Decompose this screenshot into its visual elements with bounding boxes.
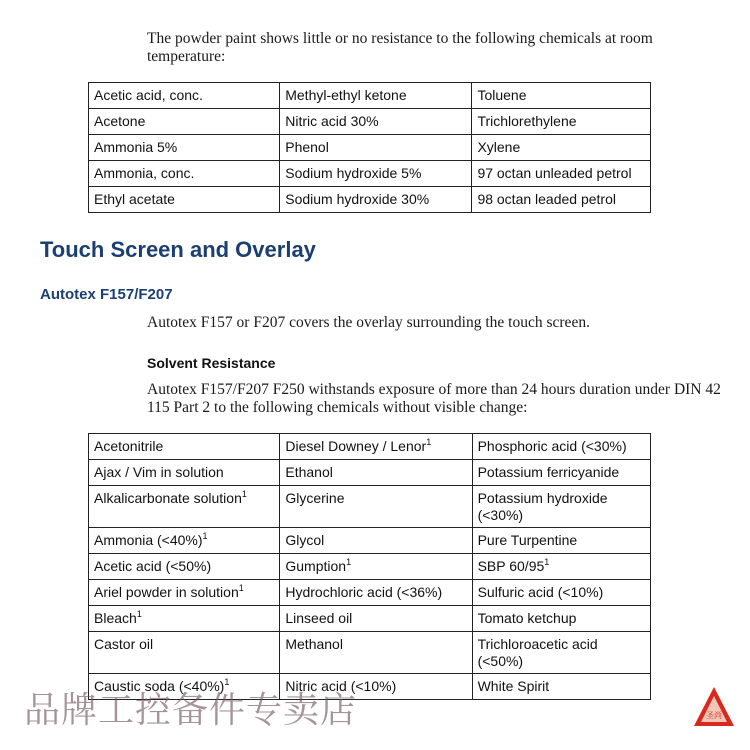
cell-text: Potassium ferricyanide: [477, 464, 620, 480]
cell-text: Sulfuric acid (<10%): [477, 584, 604, 600]
table-cell: [280, 434, 472, 460]
cell-text: Diesel Downey / Lenor: [285, 438, 427, 454]
section-heading: Touch Screen and Overlay: [40, 237, 316, 262]
table-cell: [472, 674, 650, 700]
cell-text: Methanol: [285, 636, 343, 652]
store-watermark: 品牌工控备件专卖店: [24, 690, 358, 731]
solvent-resistance-table: [88, 433, 651, 700]
table-cell: [472, 528, 650, 554]
table-cell: [89, 434, 280, 460]
logo-text: 圣尚: [706, 711, 722, 720]
table-row: [89, 554, 651, 580]
cell-text: SBP 60/95: [477, 558, 545, 574]
table-row: [89, 109, 651, 135]
table-row: [89, 187, 651, 213]
solvent-paragraph: Autotex F157/F207 F250 withstands exposure of more than 24 hours duration under DIN 42 115 Part 2 to the following chemicals without visible change:: [147, 381, 721, 416]
table-row: [89, 135, 651, 161]
cell-text: Ariel powder in solution: [94, 584, 239, 600]
footnote-mark: 1: [241, 489, 247, 499]
cell-text: Potassium hydroxide (<30%): [477, 490, 608, 523]
table-cell: 97 octan unleaded petrol: [472, 161, 651, 187]
cell-text: Hydrochloric acid (<36%): [285, 584, 443, 600]
table-cell: [89, 528, 280, 554]
table-cell: 98 octan leaded petrol: [472, 187, 651, 213]
table-cell: Ammonia, conc.: [89, 161, 280, 187]
footnote-mark: 1: [202, 531, 208, 541]
cell-text: Nitric acid (<10%): [285, 678, 397, 694]
table-cell: [89, 554, 280, 580]
cell-text: Gumption: [285, 558, 347, 574]
table-cell: Nitric acid 30%: [280, 109, 472, 135]
table-row: [89, 528, 651, 554]
table-cell: [472, 580, 650, 606]
table-row: [89, 632, 651, 674]
table-cell: [89, 486, 280, 528]
cell-text: Pure Turpentine: [477, 532, 578, 548]
cell-text: Phosphoric acid (<30%): [477, 438, 627, 454]
table-row: [89, 486, 651, 528]
non-resistant-chemicals-table: [88, 82, 651, 213]
table-cell: [472, 632, 650, 674]
cell-text: Glycerine: [285, 490, 345, 506]
table-cell: Ammonia 5%: [89, 135, 280, 161]
table-cell: Sodium hydroxide 5%: [280, 161, 472, 187]
footnote-mark: 1: [426, 437, 432, 447]
table-cell: Methyl-ethyl ketone: [280, 83, 472, 109]
store-logo-icon: [690, 684, 738, 732]
solvent-resistance-heading: Solvent Resistance: [147, 355, 276, 371]
table-cell: [89, 580, 280, 606]
cell-text: White Spirit: [477, 678, 550, 694]
table-row: [89, 460, 651, 486]
footnote-mark: 1: [136, 609, 142, 619]
intro-paragraph: The powder paint shows little or no resistance to the following chemicals at room temperature:: [147, 30, 653, 65]
footnote-mark: 1: [238, 583, 244, 593]
table-cell: [472, 434, 650, 460]
cell-text: Alkalicarbonate solution: [94, 490, 242, 506]
table-cell: Sodium hydroxide 30%: [280, 187, 472, 213]
table-cell: [280, 554, 472, 580]
cell-text: Ajax / Vim in solution: [94, 464, 224, 480]
table-cell: [472, 486, 650, 528]
overlay-paragraph: Autotex F157 or F207 covers the overlay surrounding the touch screen.: [147, 314, 590, 331]
footnote-mark: 1: [544, 557, 550, 567]
table-cell: [89, 606, 280, 632]
table-cell: Ethyl acetate: [89, 187, 280, 213]
table-cell: Acetone: [89, 109, 280, 135]
cell-text: Tomato ketchup: [477, 610, 577, 626]
table-cell: Xylene: [472, 135, 651, 161]
table-cell: [280, 460, 472, 486]
cell-text: Trichloroacetic acid (<50%): [477, 636, 598, 669]
table-cell: Toluene: [472, 83, 651, 109]
table-cell: [89, 632, 280, 674]
table-cell: [280, 486, 472, 528]
table-cell: [280, 528, 472, 554]
table1-body: [89, 83, 651, 213]
table-cell: [472, 460, 650, 486]
table-cell: [89, 460, 280, 486]
table-row: [89, 580, 651, 606]
cell-text: Bleach: [94, 610, 137, 626]
cell-text: Ethanol: [285, 464, 333, 480]
table-cell: Trichlorethylene: [472, 109, 651, 135]
table-cell: [280, 606, 472, 632]
table-cell: Acetic acid, conc.: [89, 83, 280, 109]
table-row: [89, 161, 651, 187]
cell-text: Castor oil: [94, 636, 154, 652]
table-cell: [472, 554, 650, 580]
table-row: [89, 606, 651, 632]
table-cell: [472, 606, 650, 632]
table2-body: [89, 434, 651, 700]
subsection-heading: Autotex F157/F207: [40, 286, 173, 303]
footnote-mark: 1: [346, 557, 352, 567]
table-row: [89, 83, 651, 109]
cell-text: Caustic soda (<40%): [94, 678, 225, 694]
cell-text: Ammonia (<40%): [94, 532, 203, 548]
table-row: [89, 434, 651, 460]
cell-text: Glycol: [285, 532, 325, 548]
cell-text: Acetonitrile: [94, 438, 164, 454]
footnote-mark: 1: [224, 677, 230, 687]
table-cell: Phenol: [280, 135, 472, 161]
cell-text: Linseed oil: [285, 610, 353, 626]
table-cell: [280, 632, 472, 674]
cell-text: Acetic acid (<50%): [94, 558, 212, 574]
table-cell: [280, 580, 472, 606]
